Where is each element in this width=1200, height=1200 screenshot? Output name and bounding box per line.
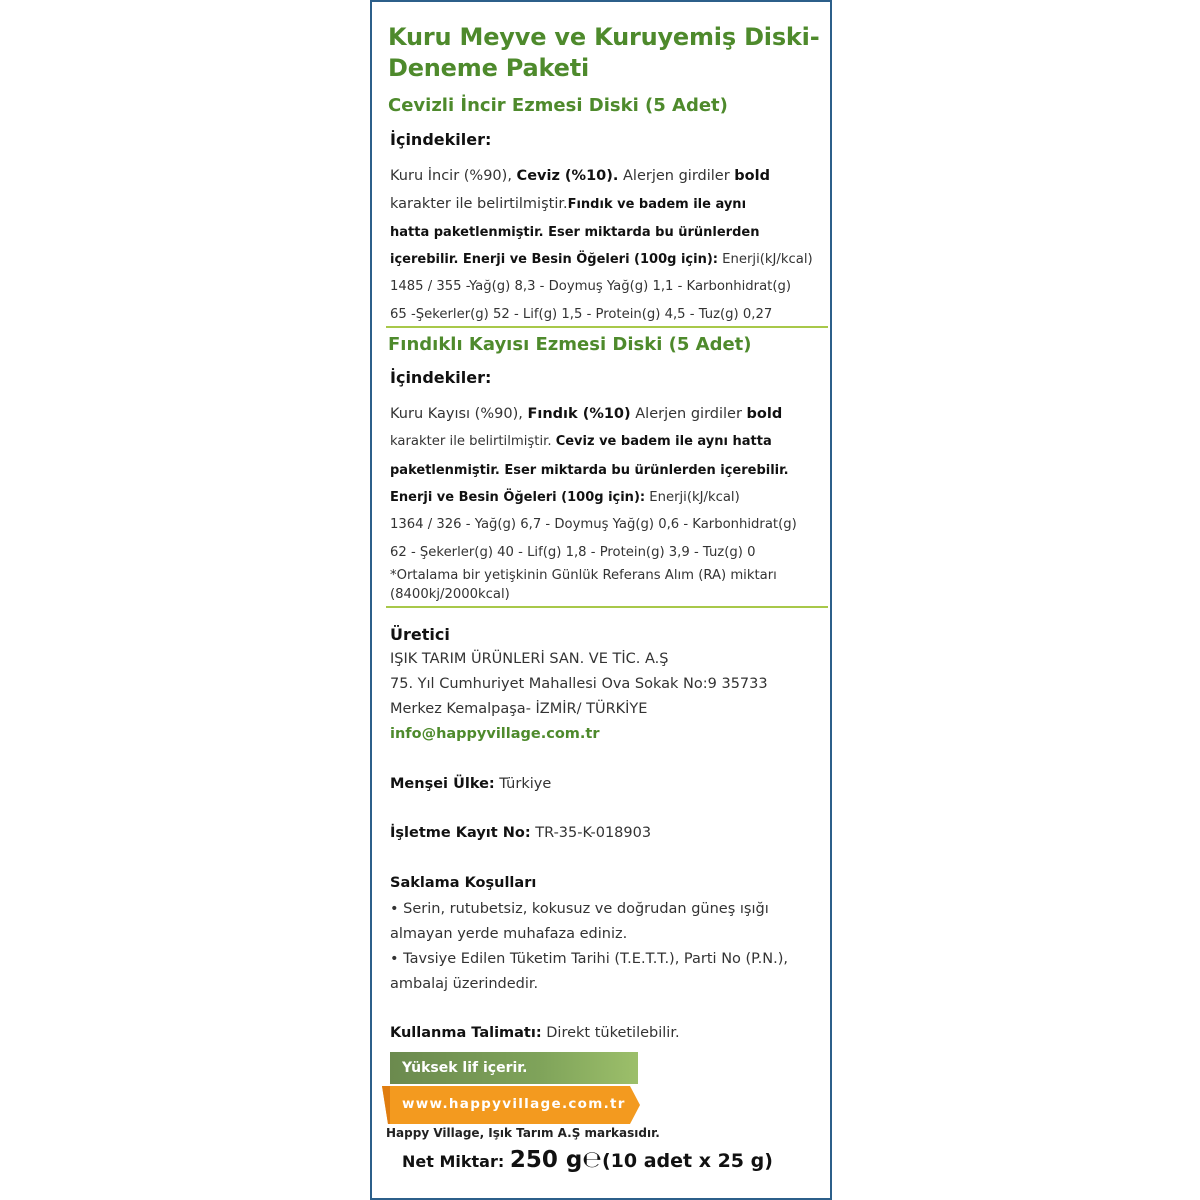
storage-bullet-1-line-2: almayan yerde muhafaza ediniz. [390, 926, 628, 942]
usage-instructions: Kullanma Talimatı: Direkt tüketilebilir. [390, 1025, 680, 1041]
website-badge-text: www.happyvillage.com.tr [402, 1096, 626, 1112]
brand-note: Happy Village, Işık Tarım A.Ş markasıdır. [386, 1126, 660, 1140]
product2-line3: paketlenmiştir. Eser miktarda bu ürünlerden içerebilir. [390, 463, 789, 478]
product2-name: Fındıklı Kayısı Ezmesi Diski (5 Adet) [388, 334, 752, 355]
producer-heading: Üretici [390, 625, 450, 644]
storage-bullet-2-line-2: ambalaj üzerindedir. [390, 976, 539, 992]
producer-company: IŞIK TARIM ÜRÜNLERİ SAN. VE TİC. A.Ş [390, 651, 669, 667]
producer-address-1: 75. Yıl Cumhuriyet Mahallesi Ova Sokak No:9 35733 [390, 676, 768, 692]
title-line-1: Kuru Meyve ve Kuruyemiş Diski- [388, 23, 820, 51]
origin-country: Menşei Ülke: Türkiye [390, 776, 552, 792]
product2-nutrition-2: 62 - Şekerler(g) 40 - Lif(g) 1,8 - Protein(g) 3,9 - Tuz(g) 0 [390, 545, 756, 560]
website-badge[interactable] [382, 1086, 642, 1124]
product2-line2: karakter ile belirtilmiştir. Ceviz ve badem ile aynı hatta [390, 434, 772, 449]
product-title [388, 22, 819, 84]
high-fiber-badge: Yüksek lif içerir. [390, 1052, 638, 1084]
reference-intake-note-1: *Ortalama bir yetişkinin Günlük Referans Alım (RA) miktarı [390, 568, 777, 583]
product1-line4: içerebilir. Enerji ve Besin Öğeleri (100g için): Enerji(kJ/kcal) [390, 252, 813, 267]
title-line-2: Deneme Paketi [388, 54, 590, 82]
producer-email-link[interactable]: info@happyvillage.com.tr [390, 726, 600, 742]
storage-bullet-1-line-1: • Serin, rutubetsiz, kokusuz ve doğrudan güneş ışığı [390, 901, 769, 917]
product1-nutrition-1: 1485 / 355 -Yağ(g) 8,3 - Doymuş Yağ(g) 1,1 - Karbonhidrat(g) [390, 279, 791, 294]
product-label-panel [370, 0, 832, 1200]
net-quantity-amount: 250 g [509, 1147, 583, 1173]
storage-bullet-2-line-1: • Tavsiye Edilen Tüketim Tarihi (T.E.T.T.), Parti No (P.N.), [390, 951, 788, 967]
product1-line3: hatta paketlenmiştir. Eser miktarda bu ürünlerden [390, 225, 760, 240]
net-quantity-detail: (10 adet x 25 g) [601, 1150, 773, 1172]
business-registration: İşletme Kayıt No: TR-35-K-018903 [390, 825, 652, 841]
storage-heading: Saklama Koşulları [390, 875, 537, 891]
product1-line1: Kuru İncir (%90), Ceviz (%10). Alerjen girdiler bold [390, 168, 770, 184]
product1-nutrition-2: 65 -Şekerler(g) 52 - Lif(g) 1,5 - Protein(g) 4,5 - Tuz(g) 0,27 [390, 307, 773, 322]
divider-1 [386, 326, 828, 328]
net-quantity [402, 1147, 773, 1173]
reference-intake-note-2: (8400kj/2000kcal) [390, 587, 510, 602]
estimated-sign-icon: ℮ [582, 1147, 602, 1173]
product1-name: Cevizli İncir Ezmesi Diski (5 Adet) [388, 95, 728, 116]
producer-address-2: Merkez Kemalpaşa- İZMİR/ TÜRKİYE [390, 701, 648, 717]
product1-ingredients-heading: İçindekiler: [390, 130, 492, 149]
net-quantity-label: Net Miktar: [402, 1152, 510, 1171]
product2-line1: Kuru Kayısı (%90), Fındık (%10) Alerjen girdiler bold [390, 406, 783, 422]
product2-ingredients-heading: İçindekiler: [390, 368, 492, 387]
product1-line2: karakter ile belirtilmiştir.Fındık ve badem ile aynı [390, 196, 747, 212]
divider-2 [386, 606, 828, 608]
product2-nutrition-1: 1364 / 326 - Yağ(g) 6,7 - Doymuş Yağ(g) 0,6 - Karbonhidrat(g) [390, 517, 797, 532]
product2-line4: Enerji ve Besin Öğeleri (100g için): Enerji(kJ/kcal) [390, 490, 740, 505]
